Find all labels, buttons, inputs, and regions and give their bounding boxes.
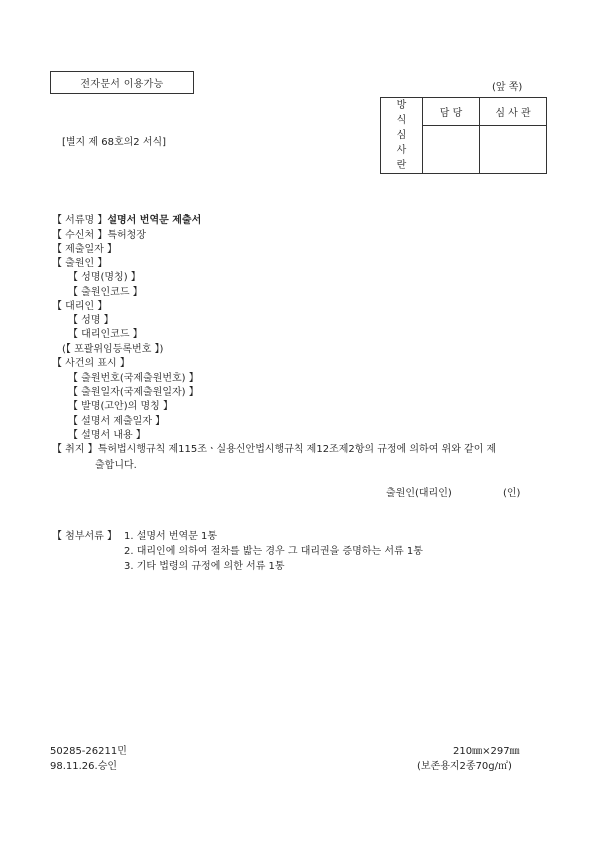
approval-header-char: 심 xyxy=(396,130,407,141)
paper-type: (보존용지2종70g/㎡) xyxy=(417,761,512,772)
doc-name-label: 【 서류명 】 xyxy=(52,215,108,226)
approval-header-char: 식 xyxy=(396,115,407,126)
case-application-date-label: 【 출원일자(국제출원일자) 】 xyxy=(68,387,199,398)
recipient-value: 특허청장 xyxy=(107,230,146,241)
stamp-text: 전자문서 이용가능 xyxy=(80,79,164,90)
page-side-label: (앞 쪽) xyxy=(492,82,523,93)
attachment-item: 1. 설명서 번역문 1통 xyxy=(124,531,218,542)
approval-header-cell xyxy=(381,98,423,174)
agent-name-label: 【 성명 】 xyxy=(68,315,114,326)
electronic-document-stamp xyxy=(50,71,194,94)
purpose-text-continued: 출합니다. xyxy=(95,460,137,471)
agent-label: 【 대리인 】 xyxy=(52,301,108,312)
approval-header-char: 방 xyxy=(396,100,407,111)
submit-date-label: 【 제출일자 】 xyxy=(52,244,117,255)
agent-code-label: 【 대리인코드 】 xyxy=(68,329,143,340)
attachment-item: 2. 대리인에 의하여 절차를 밟는 경우 그 대리권을 증명하는 서류 1통 xyxy=(124,546,423,557)
approval-header-char: 사 xyxy=(396,145,407,156)
case-description-content-label: 【 설명서 내용 】 xyxy=(68,430,146,441)
approval-header-char: 란 xyxy=(396,160,407,171)
case-label: 【 사건의 표시 】 xyxy=(52,358,130,369)
attachments-label: 【 첨부서류 】 xyxy=(52,531,117,542)
doc-name-value: 설명서 번역문 제출서 xyxy=(107,215,202,226)
purpose-text: 특허법시행규칙 제115조ㆍ실용신안법시행규칙 제12조제2항의 규정에 의하여 위와 같이 제 xyxy=(97,444,497,455)
case-invention-title-label: 【 발명(고안)의 명칭 】 xyxy=(68,401,173,412)
purpose-label: 【 취지 】 xyxy=(52,444,98,455)
approval-col-examiner: 심 사 관 xyxy=(480,98,547,126)
case-description-date-label: 【 설명서 제출일자 】 xyxy=(68,416,166,427)
form-reference: [별지 제 68호의2 서식] xyxy=(62,137,167,148)
applicant-label: 【 출원인 】 xyxy=(52,258,108,269)
applicant-name-label: 【 성명(명칭) 】 xyxy=(68,272,141,283)
form-code: 50285-26211민 xyxy=(50,746,127,757)
approval-table xyxy=(380,97,547,174)
recipient-row xyxy=(52,226,146,241)
approval-examiner-sign-cell[interactable] xyxy=(480,126,547,174)
approval-date: 98.11.26.승인 xyxy=(50,761,118,772)
signature-label: 출원인(대리인) xyxy=(386,488,452,499)
purpose-row xyxy=(52,440,496,455)
case-application-number-label: 【 출원번호(국제출원번호) 】 xyxy=(68,373,199,384)
seal-mark: (인) xyxy=(503,488,521,499)
recipient-label: 【 수신처 】 xyxy=(52,230,108,241)
approval-col-manager: 담 당 xyxy=(423,98,480,126)
approval-manager-sign-cell[interactable] xyxy=(423,126,480,174)
paper-size: 210㎜×297㎜ xyxy=(453,746,520,757)
attachment-item: 3. 기타 법령의 규정에 의한 서류 1통 xyxy=(124,561,285,572)
doc-name-row xyxy=(52,211,201,226)
applicant-code-label: 【 출원인코드 】 xyxy=(68,287,143,298)
agent-registration-label: (【 포괄위임등록번호 】) xyxy=(62,344,164,355)
